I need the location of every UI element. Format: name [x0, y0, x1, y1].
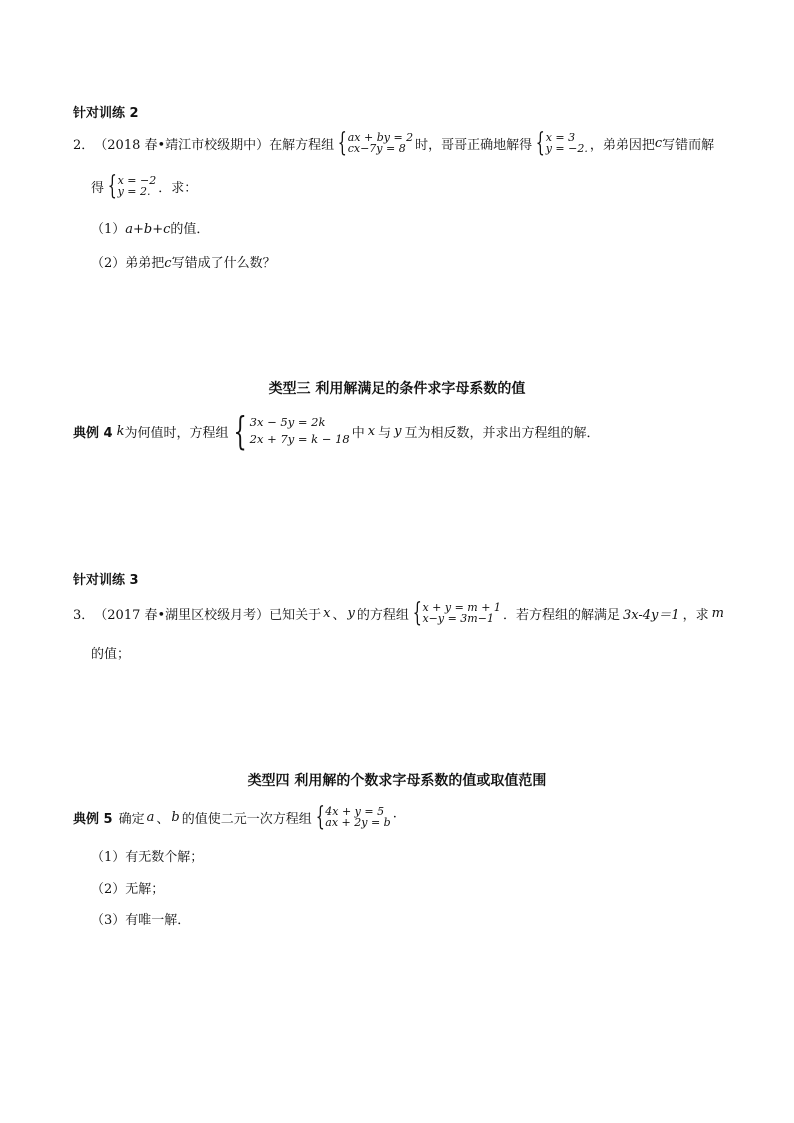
sub-question-2: （2）弟弟把c写错成了什么数？: [91, 256, 276, 271]
equation-row: x + y = m + 1: [422, 601, 501, 614]
sub-question-3: （3）有唯一解．: [91, 913, 191, 928]
brace-icon: {: [337, 128, 347, 158]
equation-row: 4x + y = 5: [325, 805, 385, 818]
example-label: 典例 4: [73, 425, 113, 441]
question-3-line-1: 3． （2017 春•湖里区校级月考）已知关于 x 、 y 的方程组 { x + y = m + 1 x−y = 3m−1 ．若方程组的解满足 3x-4y＝1 ，求 m: [73, 598, 724, 628]
question-text: 时，哥哥正确地解得: [415, 137, 533, 153]
equation-system-3: [106, 173, 156, 199]
question-text: ．求：: [158, 180, 198, 196]
variable-c: c: [654, 135, 663, 151]
brace-icon: {: [107, 171, 117, 201]
question-text: 写错而解: [662, 137, 715, 153]
sub-question-2: （2）无解；: [91, 882, 165, 897]
question-3-line-2: 的值；: [91, 647, 131, 662]
equation-row: cx−7y = 8: [347, 142, 406, 155]
brace-icon: {: [535, 128, 545, 158]
equation-row: ax + 2y = b: [325, 816, 391, 829]
equation-system-5: [411, 600, 501, 626]
equation-row: x = 3: [545, 131, 576, 144]
brace-icon: {: [233, 409, 248, 453]
question-2-line-2: [91, 173, 197, 199]
question-text: ，弟弟因把: [589, 137, 655, 153]
equation-row: y = −2.: [545, 142, 588, 155]
question-text: 得: [91, 180, 105, 196]
equation-system-2: [534, 130, 588, 156]
training-2-heading: 针对训练 2: [73, 106, 139, 121]
question-2-line-1: [73, 130, 714, 156]
variable-k: k: [116, 423, 125, 439]
brace-icon: {: [315, 802, 325, 832]
sub-question-1: （1）有无数个解；: [91, 850, 204, 865]
equation-row: 2x + 7y = k − 18: [249, 432, 350, 446]
equation-system-4: [230, 409, 350, 453]
equation-row: x = −2: [117, 174, 157, 187]
brace-icon: {: [412, 598, 422, 628]
sub-question-1: （1）a+b+c的值．: [91, 222, 210, 237]
question-number: 2．: [73, 137, 95, 153]
equation-system-6: [314, 804, 391, 830]
equation-row: x−y = 3m−1: [422, 612, 494, 625]
example-5-line: 典例 5 确定 a 、 b 的值使二元一次方程组 { 4x + y = 5 ax + 2y = b ·: [73, 802, 397, 832]
equation-row: ax + by = 2: [347, 131, 414, 144]
section-title-type-4: 类型四 利用解的个数求字母系数的值或取值范围: [247, 773, 547, 789]
training-3-heading: 针对训练 3: [73, 573, 139, 588]
example-label: 典例 5: [73, 811, 113, 827]
equation-row: y = 2.: [117, 185, 151, 198]
example-4-line: 典例 4 k 为何值时，方程组 { 3x − 5y = 2k 2x + 7y = k − 18 中 x 与 y 互为相反数，并求出方程组的解．: [73, 409, 600, 453]
equation-system-1: [336, 130, 413, 156]
section-title-type-3: 类型三 利用解满足的条件求字母系数的值: [268, 381, 526, 397]
equation-row: 3x − 5y = 2k: [249, 415, 326, 429]
question-source: （2018 春•靖江市校级期中）在解方程组: [94, 137, 335, 153]
